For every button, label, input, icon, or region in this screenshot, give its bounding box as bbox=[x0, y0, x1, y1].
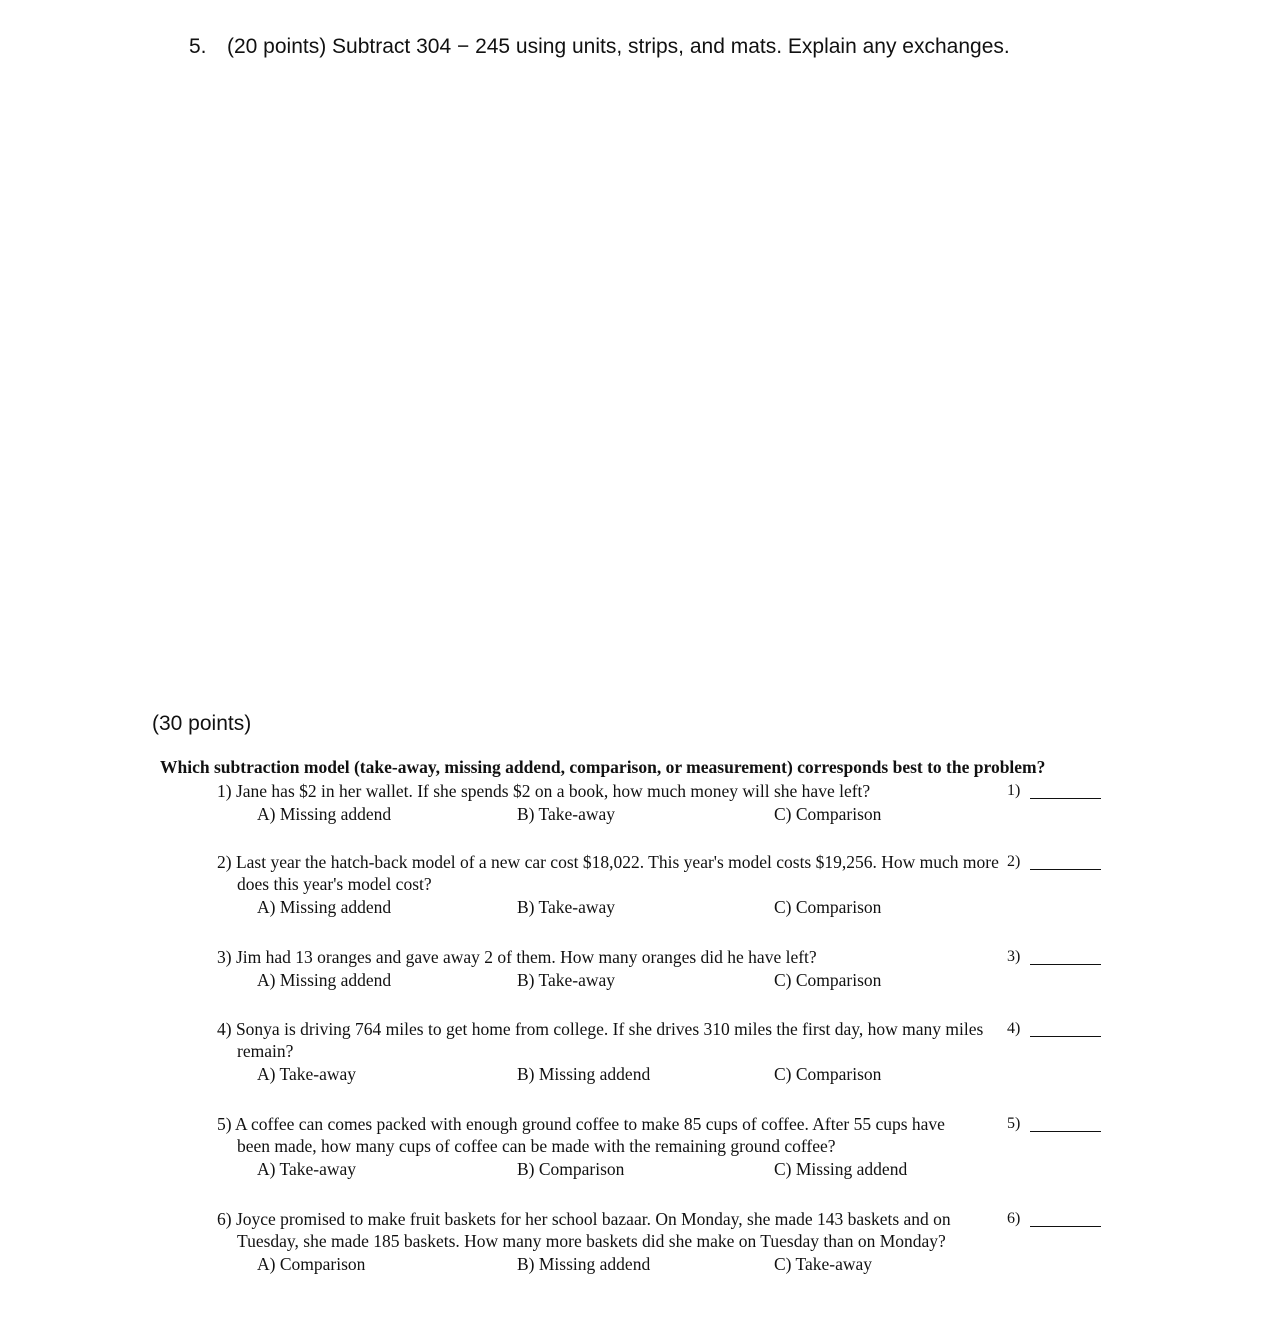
choice-c: C) Take-away bbox=[774, 1254, 873, 1274]
answer-label: 5) bbox=[1007, 1115, 1021, 1132]
question-5 bbox=[217, 1113, 1021, 1180]
answer-label: 2) bbox=[1007, 853, 1021, 870]
answer-label: 1) bbox=[1007, 782, 1021, 799]
problem-5-text: (20 points) Subtract 304 − 245 using units, strips, and mats. Explain any exchanges. bbox=[227, 35, 1010, 58]
choice-a: A) Take-away bbox=[257, 1064, 357, 1084]
question-text: 1) Jane has $2 in her wallet. If she spends $2 on a book, how much money will she have left? bbox=[217, 781, 871, 801]
choice-b: B) Comparison bbox=[517, 1159, 625, 1179]
choice-b: B) Missing addend bbox=[517, 1254, 651, 1274]
problem-5-number: 5. bbox=[189, 35, 207, 58]
choice-c: C) Missing addend bbox=[774, 1159, 908, 1179]
choice-a: A) Missing addend bbox=[257, 897, 392, 917]
answer-blank[interactable] bbox=[1030, 1131, 1101, 1132]
choices bbox=[217, 969, 1017, 991]
answer-blank[interactable] bbox=[1030, 1226, 1101, 1227]
choices bbox=[217, 1063, 1017, 1085]
answer-blank[interactable] bbox=[1030, 1036, 1101, 1037]
answer-label: 6) bbox=[1007, 1210, 1021, 1227]
answer-blank[interactable] bbox=[1030, 869, 1101, 870]
choice-a: A) Take-away bbox=[257, 1159, 357, 1179]
problem-5 bbox=[189, 35, 1010, 59]
question-text: 6) Joyce promised to make fruit baskets for her school bazaar. On Monday, she made 143 baskets and on Tuesday, she made 185 baskets. How many more baskets did she make on Tuesday than on Monday? bbox=[217, 1209, 951, 1251]
section-points: (30 points) bbox=[152, 712, 252, 735]
question-text: 2) Last year the hatch-back model of a new car cost $18,022. This year's model costs $19,256. How much more does this year's model cost? bbox=[217, 852, 999, 894]
choices bbox=[217, 1158, 1017, 1180]
answer-label: 4) bbox=[1007, 1020, 1021, 1037]
answer-blank[interactable] bbox=[1030, 964, 1101, 965]
choice-c: C) Comparison bbox=[774, 804, 882, 824]
choices bbox=[217, 1253, 1017, 1275]
question-3 bbox=[217, 946, 1021, 991]
choice-c: C) Comparison bbox=[774, 1064, 882, 1084]
choices bbox=[217, 803, 1017, 825]
section-instruction: Which subtraction model (take-away, missing addend, comparison, or measurement) corresponds best to the problem? bbox=[160, 757, 1046, 777]
question-1 bbox=[217, 780, 1021, 825]
choices bbox=[217, 896, 1017, 918]
choice-a: A) Missing addend bbox=[257, 804, 392, 824]
choice-b: B) Take-away bbox=[517, 804, 616, 824]
choice-c: C) Comparison bbox=[774, 897, 882, 917]
choice-b: B) Missing addend bbox=[517, 1064, 651, 1084]
question-text: 4) Sonya is driving 764 miles to get home from college. If she drives 310 miles the first day, how many miles remain? bbox=[217, 1019, 984, 1061]
choice-a: A) Missing addend bbox=[257, 970, 392, 990]
answer-blank[interactable] bbox=[1030, 798, 1101, 799]
choice-c: C) Comparison bbox=[774, 970, 882, 990]
question-4 bbox=[217, 1018, 1021, 1085]
choice-a: A) Comparison bbox=[257, 1254, 366, 1274]
choice-b: B) Take-away bbox=[517, 970, 616, 990]
question-6 bbox=[217, 1208, 1021, 1275]
choice-b: B) Take-away bbox=[517, 897, 616, 917]
question-2 bbox=[217, 851, 1021, 918]
answer-label: 3) bbox=[1007, 948, 1021, 965]
question-text: 5) A coffee can comes packed with enough ground coffee to make 85 cups of coffee. After 55 cups have been made, how many cups of coffee can be made with the remaining ground coffee? bbox=[217, 1114, 945, 1156]
question-text: 3) Jim had 13 oranges and gave away 2 of them. How many oranges did he have left? bbox=[217, 947, 817, 967]
